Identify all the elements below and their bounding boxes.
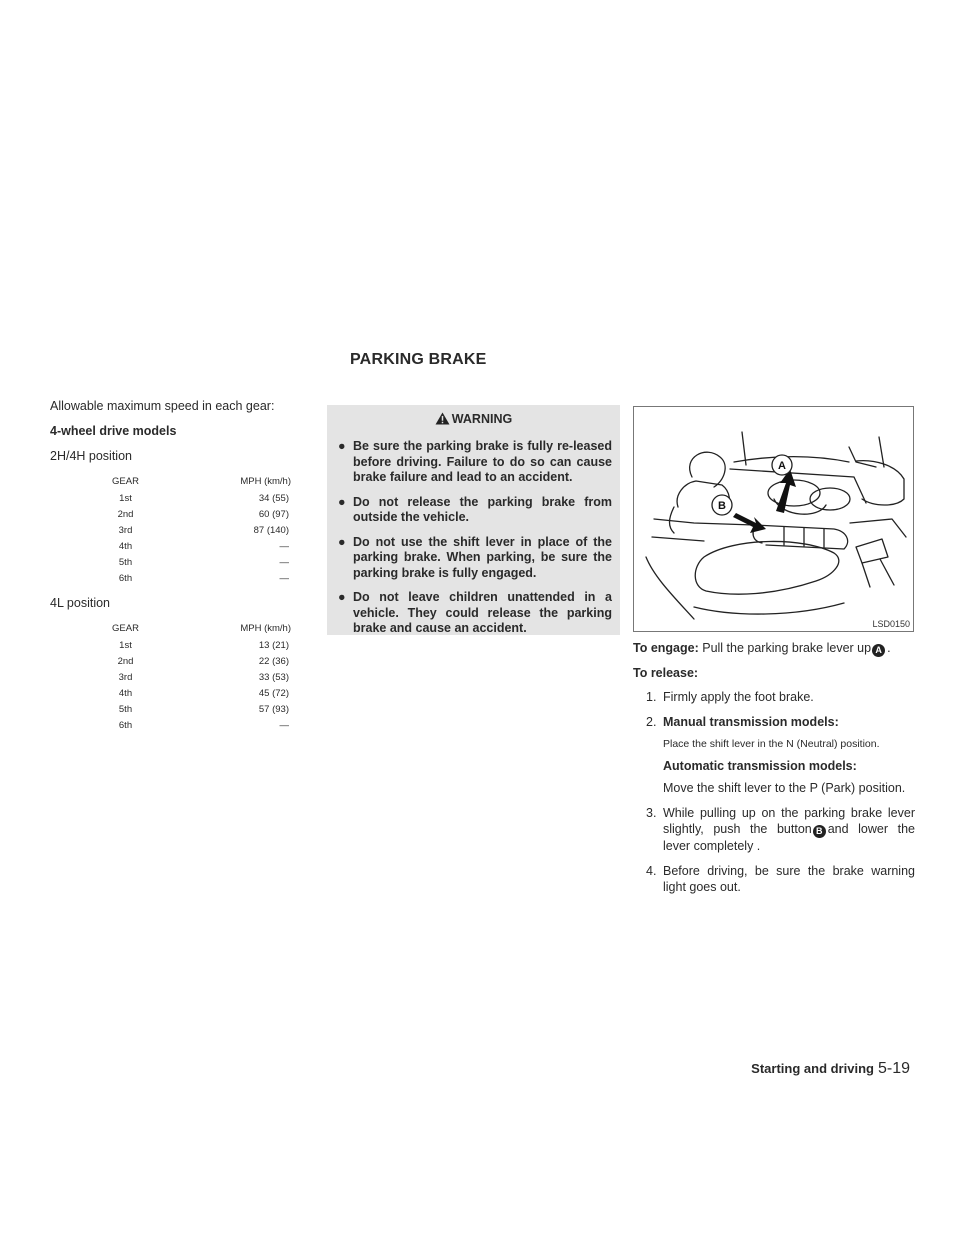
- step2-auto-title: Automatic transmission models:: [663, 759, 857, 773]
- ref-b-badge: B: [813, 825, 826, 838]
- warning-item: [335, 535, 612, 582]
- table-cell-gear: 4th: [118, 688, 133, 699]
- warning-item-text: Do not use the shift lever in place of the parking brake. When parking, be sure the parking brake is fully engaged.: [353, 534, 612, 580]
- table-header-gear: GEAR: [112, 623, 139, 634]
- page-footer: [751, 1060, 910, 1078]
- step-number: 4.: [646, 864, 657, 878]
- table-cell-speed: —: [279, 720, 289, 731]
- warning-item: [335, 495, 612, 526]
- table-cell-gear: 2nd: [117, 509, 134, 520]
- table-row: [98, 654, 293, 670]
- warning-triangle-icon: [435, 412, 450, 425]
- step-number: 3.: [646, 806, 657, 820]
- step-text: Firmly apply the foot brake.: [663, 690, 814, 704]
- speed-table-2h4h: [98, 473, 293, 587]
- table-row: [98, 539, 293, 555]
- section-title: PARKING BRAKE: [350, 351, 487, 368]
- step2-auto-text: Move the shift lever to the P (Park) position.: [663, 781, 906, 795]
- bullet: ●: [338, 534, 346, 549]
- table-header-row: [98, 620, 293, 638]
- bullet: ●: [338, 590, 346, 604]
- table-header-speed: MPH (km/h): [240, 623, 291, 634]
- table-cell-gear: 4th: [118, 541, 133, 552]
- table-cell-speed: 60 (97): [258, 509, 289, 520]
- table-cell-speed: 33 (53): [258, 672, 289, 683]
- speed-column: [50, 398, 310, 742]
- engage-text: Pull the parking brake lever up: [702, 641, 872, 655]
- speed-subtitle: 4-wheel drive models: [50, 424, 177, 438]
- warning-list: [335, 439, 612, 637]
- table-row: [98, 571, 293, 587]
- table-cell-speed: 13 (21): [258, 640, 289, 651]
- table-cell-gear: 6th: [118, 720, 133, 731]
- table-cell-speed: —: [279, 557, 289, 568]
- step2-manual-text: Place the shift lever in the N (Neutral) position.: [663, 738, 880, 750]
- page-number: 5-19: [877, 1060, 910, 1077]
- step3-text-post: and lower the lever completely .: [663, 822, 915, 853]
- table-cell-speed: —: [279, 573, 289, 584]
- table-cell-speed: 87 (140): [253, 525, 289, 536]
- warning-item: [335, 590, 612, 637]
- ref-a-badge: A: [872, 644, 885, 657]
- table-cell-speed: 57 (93): [258, 704, 289, 715]
- parking-brake-drawing: [634, 407, 914, 632]
- table-cell-gear: 3rd: [118, 672, 133, 683]
- table-cell-speed: 22 (36): [258, 656, 289, 667]
- table-header-row: [98, 473, 293, 491]
- table-cell-gear: 2nd: [117, 656, 134, 667]
- engage-label: To engage:: [633, 641, 699, 655]
- table-row: [98, 638, 293, 654]
- table-row: [98, 702, 293, 718]
- table1-caption: 2H/4H position: [50, 449, 132, 463]
- callout-a: [772, 455, 792, 475]
- engage-paragraph: [633, 640, 915, 657]
- table-header-gear: GEAR: [112, 476, 139, 487]
- table-row: [98, 718, 293, 734]
- table-cell-gear: 5th: [118, 704, 133, 715]
- parking-brake-illustration: [633, 406, 914, 632]
- table-cell-gear: 1st: [119, 640, 132, 651]
- release-label: To release:: [633, 666, 699, 680]
- table-header-speed: MPH (km/h): [240, 476, 291, 487]
- step3-text-pre: While pulling up on the parking brake lever slightly, push the button: [663, 806, 915, 836]
- step-text: Before driving, be sure the brake warning light goes out.: [663, 864, 915, 894]
- warning-title: WARNING: [451, 412, 513, 426]
- table2-caption: 4L position: [50, 596, 110, 610]
- table-cell-speed: 45 (72): [258, 688, 289, 699]
- step-4: [633, 863, 915, 895]
- step2-manual-title: Manual transmission models:: [663, 715, 839, 729]
- table-cell-gear: 1st: [119, 493, 132, 504]
- warning-item-text: Do not release the parking brake from outside the vehicle.: [353, 494, 612, 524]
- callout-b-label: B: [718, 500, 726, 512]
- table-cell-speed: —: [279, 541, 289, 552]
- table-row: [98, 523, 293, 539]
- callout-a-label: A: [778, 460, 786, 472]
- callout-b: [712, 495, 732, 515]
- step-1: [633, 689, 915, 705]
- warning-header: [335, 411, 612, 433]
- figure-code: LSD0150: [872, 619, 910, 629]
- table-row: [98, 686, 293, 702]
- table-row: [98, 670, 293, 686]
- warning-item-text: Be sure the parking brake is fully re-leased before driving. Failure to do so can cause brake failure and lead to an accident.: [353, 439, 612, 484]
- step-2: [633, 714, 915, 796]
- table-cell-speed: 34 (55): [258, 493, 289, 504]
- table-cell-gear: 5th: [118, 557, 133, 568]
- step-number: 1.: [646, 690, 657, 704]
- step-number: 2.: [646, 715, 657, 729]
- bullet: ●: [338, 494, 346, 509]
- bullet: ●: [338, 439, 346, 453]
- speed-intro: Allowable maximum speed in each gear:: [50, 399, 275, 413]
- footer-section: Starting and driving: [751, 1061, 874, 1076]
- warning-item-text: Do not leave children unattended in a vehicle. They could release the parking brake and cause an accident.: [353, 590, 612, 635]
- table-row: [98, 555, 293, 571]
- instructions-column: [633, 640, 915, 904]
- warning-item: [335, 439, 612, 486]
- step-3: [633, 805, 915, 854]
- engage-end: .: [887, 641, 891, 655]
- table-cell-gear: 3rd: [118, 525, 133, 536]
- speed-table-4l: [98, 620, 293, 734]
- table-row: [98, 491, 293, 507]
- table-row: [98, 507, 293, 523]
- warning-box: [327, 405, 620, 635]
- table-cell-gear: 6th: [118, 573, 133, 584]
